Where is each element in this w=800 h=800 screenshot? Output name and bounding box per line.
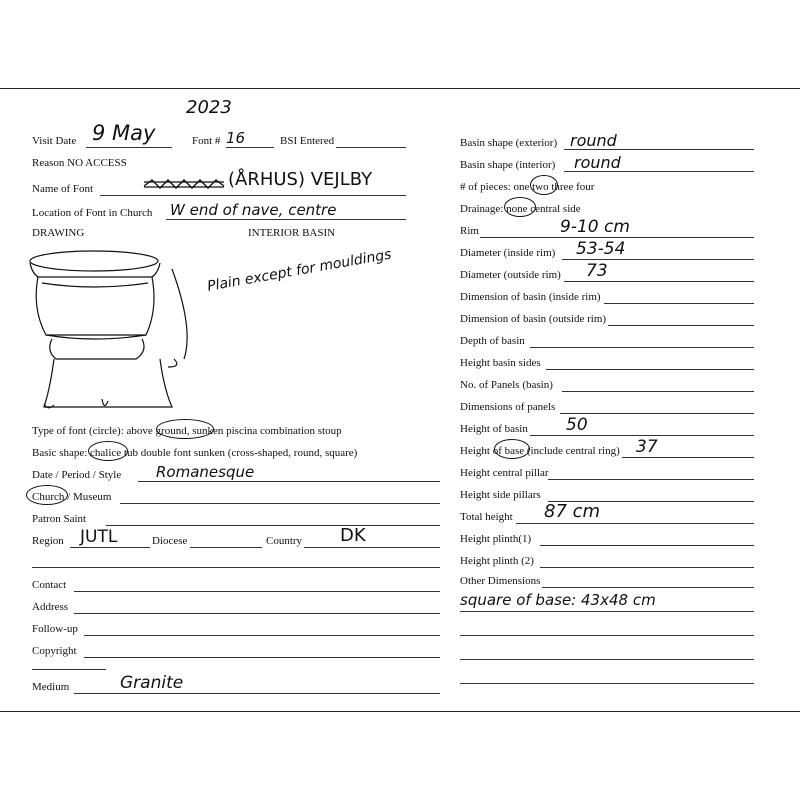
follow-up-label: Follow-up [32, 623, 78, 635]
right-blank-line-4[interactable] [460, 683, 754, 684]
date-period-line[interactable] [138, 481, 440, 482]
date-period-value: Romanesque [156, 463, 255, 481]
side-pillars-label: Height side pillars [460, 489, 541, 501]
font-drawing-icon [24, 239, 214, 429]
region-line[interactable] [70, 547, 150, 548]
other-dimensions-value: square of base: 43x48 cm [460, 591, 656, 609]
panels-line[interactable] [562, 391, 754, 392]
dim-panels-line[interactable] [560, 413, 754, 414]
short-blank-line[interactable] [32, 669, 106, 670]
total-height-value: 87 cm [544, 501, 601, 522]
church-museum-label: Church / Museum [32, 491, 112, 503]
total-height-label: Total height [460, 511, 513, 523]
right-blank-line-2[interactable] [460, 635, 754, 636]
right-blank-line-3[interactable] [460, 659, 754, 660]
church-museum-line[interactable] [120, 503, 440, 504]
dim-panels-label: Dimensions of panels [460, 401, 556, 413]
basin-interior-label: Basin shape (interior) [460, 159, 556, 171]
medium-value: Granite [120, 673, 184, 693]
basin-exterior-value: round [570, 131, 617, 150]
height-basin-line[interactable] [530, 435, 754, 436]
address-label: Address [32, 601, 69, 613]
location-line[interactable] [166, 219, 406, 220]
dim-basin-outside-line[interactable] [608, 325, 754, 326]
diocese-label: Diocese [152, 535, 188, 547]
dim-basin-inside-line[interactable] [604, 303, 754, 304]
above-ground-circle [156, 419, 214, 439]
address-line[interactable] [74, 613, 440, 614]
plinth-2-line[interactable] [540, 567, 754, 568]
dim-basin-inside-label: Dimension of basin (inside rim) [460, 291, 601, 303]
rim-value: 9-10 cm [560, 217, 630, 237]
height-base-label: Height of base (include central ring) [460, 445, 620, 457]
font-survey-form [0, 88, 800, 712]
basin-exterior-label: Basin shape (exterior) [460, 137, 558, 149]
plinth-1-label: Height plinth(1) [460, 533, 532, 545]
other-dimensions-line[interactable] [542, 587, 754, 588]
blank-line-1[interactable] [32, 567, 440, 568]
country-value: DK [340, 525, 366, 546]
region-label: Region [32, 535, 64, 547]
diameter-outside-label: Diameter (outside rim) [460, 269, 561, 281]
country-line[interactable] [304, 547, 440, 548]
pieces-label: # of pieces: one two three four [460, 181, 595, 193]
scribble-icon [142, 177, 226, 191]
visit-date-label: Visit Date [32, 135, 77, 147]
font-number-label: Font # [192, 135, 221, 147]
height-basin-sides-label: Height basin sides [460, 357, 541, 369]
contact-line[interactable] [74, 591, 440, 592]
name-of-font-line[interactable] [100, 195, 406, 196]
follow-up-line[interactable] [84, 635, 440, 636]
drainage-label: Drainage: none central side [460, 203, 581, 215]
contact-label: Contact [32, 579, 67, 591]
panels-label: No. of Panels (basin) [460, 379, 553, 391]
copyright-line[interactable] [84, 657, 440, 658]
medium-line[interactable] [74, 693, 440, 694]
drawing-label: DRAWING [32, 227, 85, 239]
height-basin-sides-line[interactable] [546, 369, 754, 370]
diameter-inside-label: Diameter (inside rim) [460, 247, 556, 259]
diameter-outside-value: 73 [586, 261, 608, 281]
reason-no-access-label: Reason NO ACCESS [32, 157, 127, 169]
none-circle [504, 197, 536, 217]
country-label: Country [266, 535, 303, 547]
dim-basin-outside-label: Dimension of basin (outside rim) [460, 313, 607, 325]
patron-saint-line[interactable] [106, 525, 440, 526]
plinth-2-label: Height plinth (2) [460, 555, 534, 567]
region-value: JUTL [80, 527, 118, 547]
visit-date-line[interactable] [86, 147, 172, 148]
bsi-entered-line[interactable] [336, 147, 406, 148]
location-label: Location of Font in Church [32, 207, 153, 219]
medium-label: Medium [32, 681, 70, 693]
location-value: W end of nave, centre [170, 201, 337, 219]
rim-label: Rim [460, 225, 479, 237]
font-number-value: 16 [226, 129, 246, 147]
copyright-label: Copyright [32, 645, 77, 657]
depth-basin-label: Depth of basin [460, 335, 525, 347]
depth-basin-line[interactable] [530, 347, 754, 348]
date-period-label: Date / Period / Style [32, 469, 122, 481]
name-of-font-value: (ÅRHUS) VEJLBY [228, 169, 373, 190]
basin-interior-value: round [574, 153, 621, 172]
visit-date-value: 9 May [92, 121, 156, 145]
church-circle [26, 485, 68, 505]
font-sketch [24, 239, 214, 429]
height-basin-value: 50 [566, 415, 588, 435]
type-of-font-label: Type of font (circle): above ground, sunken piscina combination stoup [32, 425, 342, 437]
other-dimensions-label: Other Dimensions [460, 575, 541, 587]
two-circle [530, 175, 558, 195]
height-base-line[interactable] [622, 457, 754, 458]
patron-saint-label: Patron Saint [32, 513, 87, 525]
year-annotation: 2023 [186, 97, 232, 118]
font-number-line[interactable] [226, 147, 274, 148]
interior-basin-label: INTERIOR BASIN [248, 227, 336, 239]
height-base-value: 37 [636, 437, 658, 457]
rim-line[interactable] [480, 237, 754, 238]
bsi-entered-label: BSI Entered [280, 135, 335, 147]
diameter-outside-line[interactable] [564, 281, 754, 282]
plinth-1-line[interactable] [540, 545, 754, 546]
name-of-font-label: Name of Font [32, 183, 94, 195]
central-pillar-line[interactable] [548, 479, 754, 480]
total-height-line[interactable] [516, 523, 754, 524]
crossed-out-text [142, 177, 226, 191]
right-blank-line-1[interactable] [460, 611, 754, 612]
height-basin-label: Height of basin [460, 423, 528, 435]
chalice-circle [88, 441, 128, 461]
central-pillar-label: Height central pillar [460, 467, 549, 479]
diameter-inside-value: 53-54 [576, 239, 626, 259]
diocese-line[interactable] [190, 547, 262, 548]
basic-shape-label: Basic shape: chalice tub double font sunken (cross-shaped, round, square) [32, 447, 358, 459]
drawing-note: Plain except for mouldings [206, 246, 393, 295]
diameter-inside-line[interactable] [562, 259, 754, 260]
base-circle [494, 439, 530, 459]
